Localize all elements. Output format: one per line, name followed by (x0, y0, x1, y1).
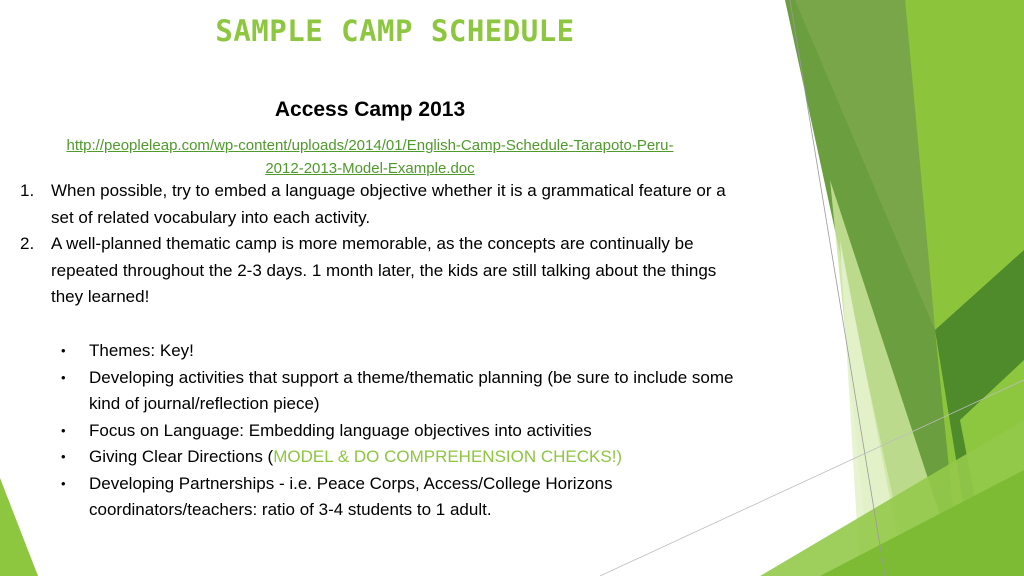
bullet-dot-icon: • (61, 369, 66, 385)
bullet-dot-icon: • (61, 343, 66, 358)
slide-title: SAMPLE CAMP SCHEDULE (215, 14, 575, 48)
left-corner-shape (0, 478, 38, 576)
slide-subtitle: Access Camp 2013 (274, 98, 466, 121)
schedule-link-line-2[interactable]: 2012-2013-Model-Example.doc (265, 160, 475, 177)
bullet-item (58, 365, 748, 418)
bullet-dot-icon: • (61, 449, 66, 464)
bullet-text: Themes: Key! (89, 341, 194, 360)
bullet-text: Developing Partnerships - i.e. Peace Corps, Access/College Horizons coordinators/teachers: ratio of 3-4 students to 1 adult. (89, 473, 613, 519)
schedule-link[interactable] (10, 134, 730, 180)
bullet-dot-icon: • (61, 422, 66, 438)
item-text: A well-planned thematic camp is more memorable, as the concepts are continually be repeated throughout the 2-3 days. 1 month later, the kids are still talking about the things they learned! (51, 234, 717, 306)
bullet-text: Focus on Language: Embedding language objectives into activities (89, 420, 592, 440)
bullet-item (58, 338, 748, 365)
item-text: When possible, try to embed a language objective whether it is a grammatical feature or a set of related vocabulary into each activity. (51, 181, 726, 227)
numbered-item (20, 231, 740, 311)
bullet-list (58, 338, 748, 524)
bullet-dot-icon: • (61, 475, 66, 491)
bullet-item (58, 418, 748, 445)
bullet-item (58, 471, 748, 524)
bullet-text: Developing activities that support a theme/thematic planning (be sure to include some kind of journal/reflection piece) (89, 367, 734, 413)
numbered-list (20, 178, 740, 311)
bullet-highlight: MODEL & DO COMPREHENSION CHECKS!) (273, 447, 623, 466)
item-number: 2. (20, 234, 35, 253)
item-number: 1. (20, 181, 35, 200)
bullet-text: Giving Clear Directions ( (89, 447, 274, 466)
numbered-item (20, 178, 740, 231)
schedule-link-line-1[interactable]: http://peopleleap.com/wp-content/uploads/2014/01/English-Camp-Schedule-Tarapoto-Peru- (66, 137, 674, 154)
bullet-item (58, 444, 748, 471)
